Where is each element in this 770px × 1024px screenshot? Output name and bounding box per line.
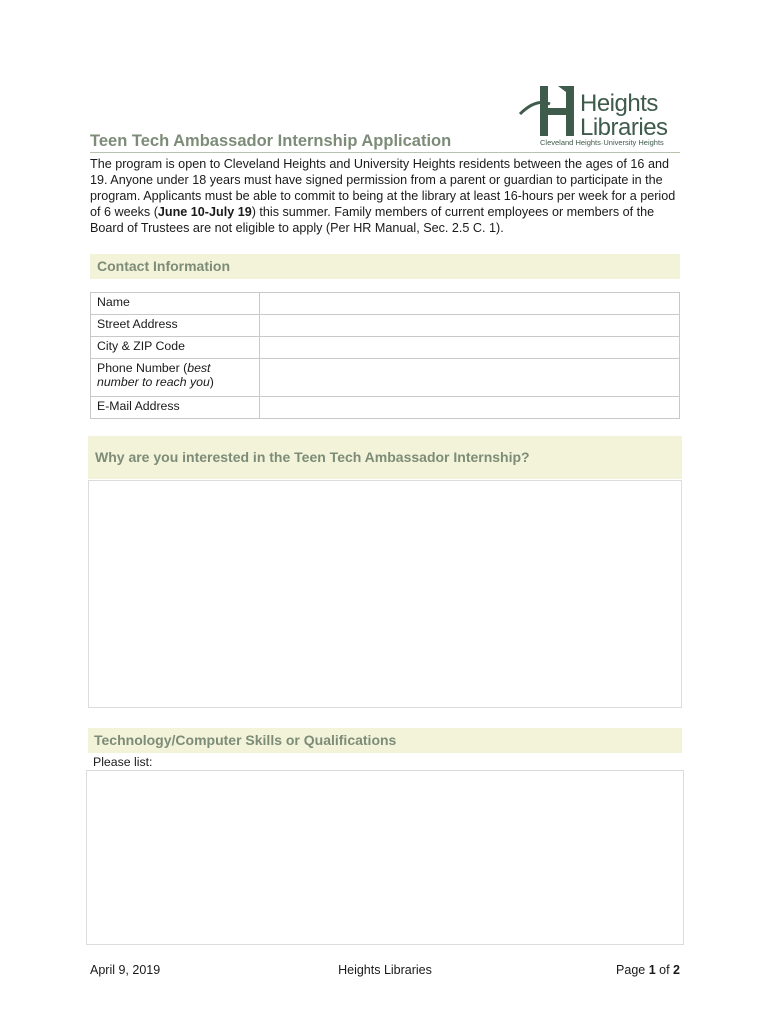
intro-paragraph [90, 156, 682, 236]
logo-tagline: Cleveland Heights·University Heights [540, 138, 664, 147]
street-address-field[interactable] [260, 315, 680, 337]
logo-line-libraries: Libraries [580, 114, 668, 141]
contact-information-table [90, 292, 680, 419]
table-row [91, 315, 680, 337]
page-total: 2 [673, 963, 680, 977]
intro-text-2: ) this summer. Family members of current employees or members of the Board of Trustees are not eligible to apply (Per HR Manual, Sec. 2.5 C. 1). [90, 205, 655, 235]
phone-number-field[interactable] [260, 359, 680, 397]
footer-date: April 9, 2019 [90, 963, 161, 977]
title-divider [90, 152, 680, 153]
page-current: 1 [648, 963, 656, 977]
name-field[interactable] [260, 293, 680, 315]
footer-page-number [560, 963, 680, 977]
why-interested-answer-box[interactable] [88, 480, 682, 708]
technology-skills-answer-box[interactable] [86, 770, 684, 945]
phone-label-close: ) [209, 375, 214, 389]
table-row [91, 397, 680, 419]
logo-h-mark-icon [518, 84, 584, 140]
intro-text-1: The program is open to Cleveland Heights and University Heights residents between the ages of 16 and 19. Anyone under 18 years must have signed permission from a parent or guardian to participate in the program. Applicants must be able to commit to being at the library at least 16-hours per week for a period of 6 weeks ( [90, 157, 676, 219]
logo-line-heights: Heights [580, 90, 658, 117]
phone-label-hint: best number to reach you [97, 361, 211, 389]
table-row [91, 337, 680, 359]
intro-dates-bold: June 10-July 19 [157, 205, 252, 219]
email-address-field[interactable] [260, 397, 680, 419]
email-address-label: E-Mail Address [91, 397, 260, 419]
city-zip-field[interactable] [260, 337, 680, 359]
street-address-label: Street Address [91, 315, 260, 337]
phone-label-text: Phone Number ( [97, 361, 188, 375]
page-of: of [655, 963, 674, 977]
name-label: Name [91, 293, 260, 315]
please-list-prompt: Please list: [93, 755, 153, 769]
technology-skills-heading: Technology/Computer Skills or Qualifications [88, 728, 682, 753]
page-title: Teen Tech Ambassador Internship Application [90, 132, 452, 150]
table-row [91, 359, 680, 397]
phone-number-label [91, 359, 260, 397]
heights-libraries-logo [518, 84, 668, 150]
contact-information-heading: Contact Information [90, 254, 680, 279]
city-zip-label: City & ZIP Code [91, 337, 260, 359]
why-interested-heading: Why are you interested in the Teen Tech Ambassador Internship? [88, 436, 682, 479]
table-row [91, 293, 680, 315]
page-prefix: Page [616, 963, 649, 977]
footer-organization: Heights Libraries [338, 963, 432, 977]
